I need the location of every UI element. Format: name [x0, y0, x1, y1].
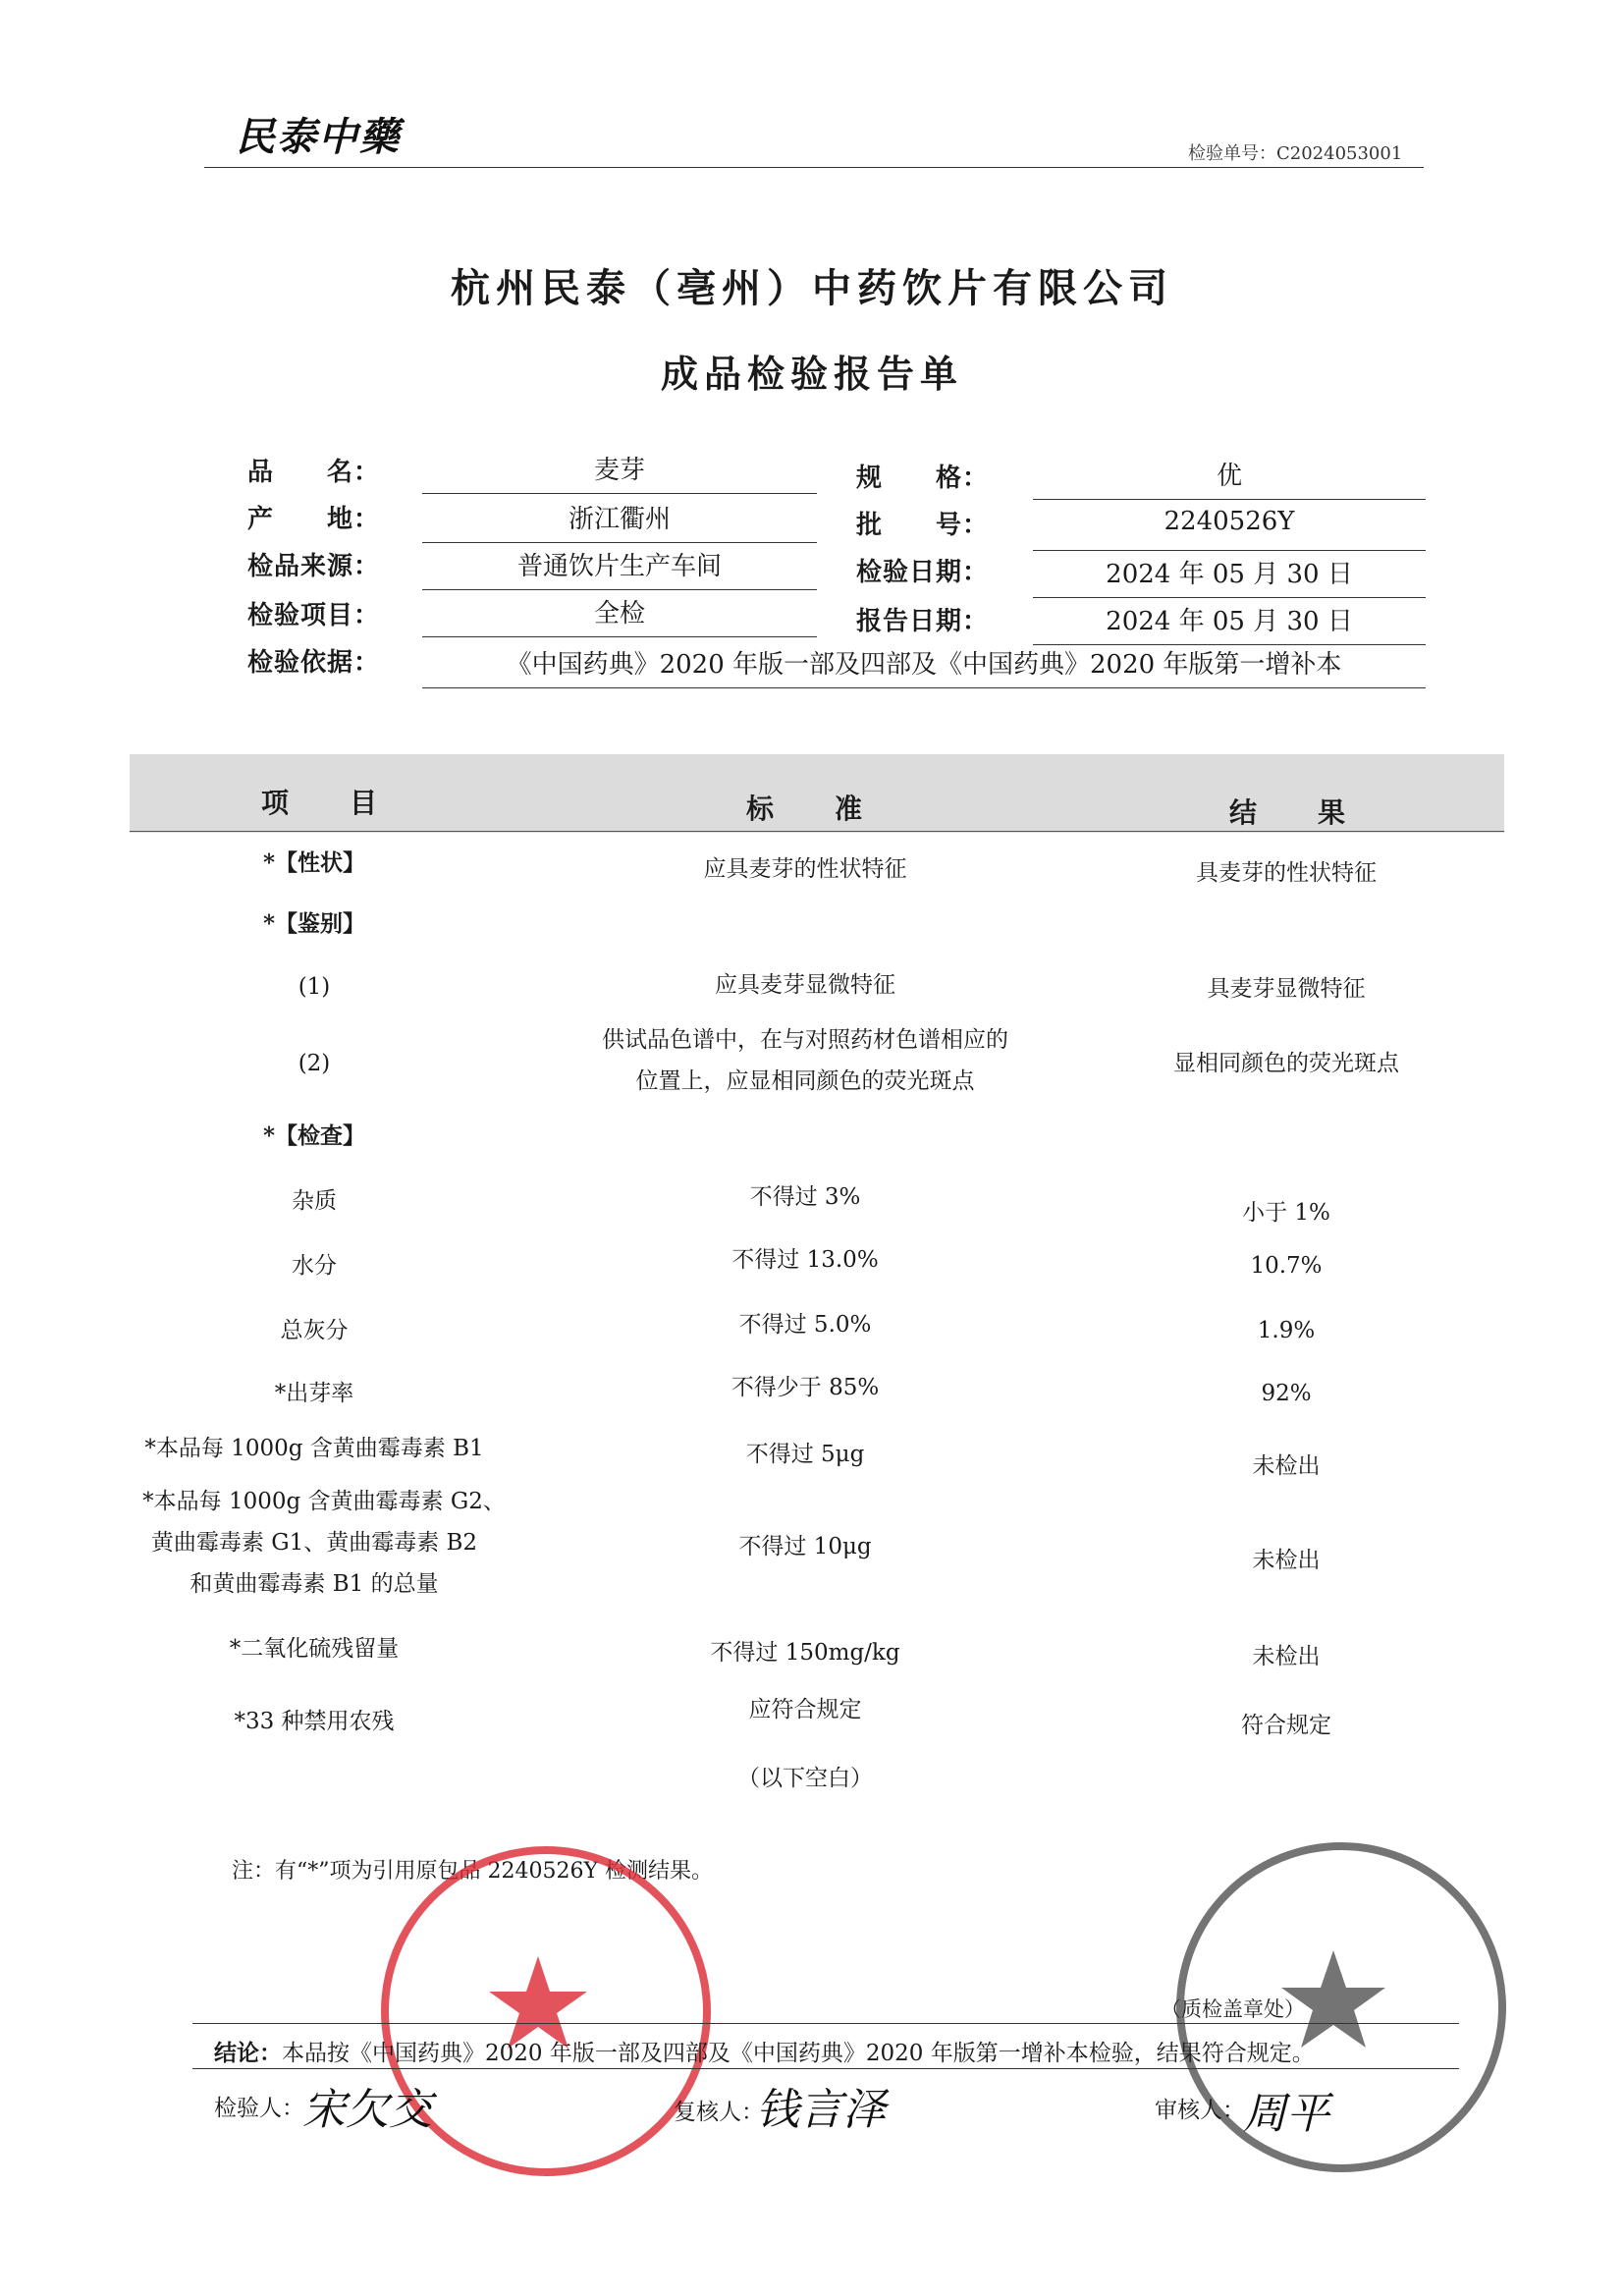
table-row-result: 未检出	[1252, 1548, 1321, 1573]
spec-value: 优	[1033, 456, 1426, 500]
table-row-item: *【性状】	[262, 849, 366, 876]
table-row-standard: 不得过 5μg	[745, 1442, 865, 1467]
test-item-label: 检验项目：	[247, 601, 381, 630]
table-row-result: 具麦芽显微特征	[1207, 976, 1366, 1002]
table-row-item: 杂质	[292, 1188, 337, 1214]
table-row-standard: 不得过 10μg	[738, 1534, 872, 1559]
table-row-result: 小于 1%	[1242, 1200, 1330, 1226]
table-row-item: *【鉴别】	[262, 910, 366, 937]
source-value: 普通饮片生产车间	[422, 546, 817, 590]
table-row-standard: 不得过 5.0%	[738, 1312, 872, 1338]
blank-note: （以下空白）	[737, 1766, 873, 1791]
column-header-result: 结 果	[1229, 796, 1348, 829]
origin-value: 浙江衢州	[422, 499, 817, 543]
table-row-item: 水分	[292, 1253, 337, 1279]
table-row-standard: 供试品色谱中，在与对照药材色谱相应的	[602, 1027, 1008, 1053]
conclusion-text: 本品按《中国药典》2020 年版一部及四部及《中国药典》2020 年版第一增补本检验，结果符合规定。	[282, 2041, 1315, 2066]
seal-placement-note: （质检盖章处）	[1161, 1997, 1305, 2021]
table-row-item-line2: 黄曲霉毒素 G1、黄曲霉毒素 B2	[150, 1530, 478, 1556]
approver-label: 审核人：	[1155, 2098, 1245, 2123]
table-row-item: *【检查】	[262, 1122, 366, 1149]
table-row-standard: 应具麦芽的性状特征	[703, 856, 907, 882]
table-row-item: *出芽率	[274, 1381, 354, 1406]
inspector-label: 检验人：	[214, 2096, 304, 2121]
table-row-item-line3: 和黄曲霉毒素 B1 的总量	[189, 1571, 439, 1597]
table-row-item: *本品每 1000g 含黄曲霉毒素 B1	[144, 1436, 484, 1461]
table-row-result: 未检出	[1252, 1453, 1321, 1479]
table-row-standard: 不得少于 85%	[731, 1375, 880, 1400]
table-row-result: 92%	[1261, 1381, 1312, 1406]
table-row-item: 总灰分	[280, 1318, 349, 1343]
conclusion	[214, 2035, 1315, 2067]
name-label: 品 名：	[247, 458, 381, 487]
table-row-item: *33 种禁用农残	[234, 1709, 395, 1734]
table-row-result: 具麦芽的性状特征	[1196, 860, 1377, 886]
table-header-divider	[130, 831, 1504, 832]
batch-value: 2240526Y	[1033, 507, 1426, 551]
table-row-item: (1)	[298, 974, 331, 1000]
approver-signature: 周平	[1243, 2089, 1329, 2139]
basis-value: 《中国药典》2020 年版一部及四部及《中国药典》2020 年版第一增补本	[422, 644, 1426, 688]
table-row-result: 符合规定	[1241, 1713, 1331, 1738]
company-name: 杭州民泰（亳州）中药饮片有限公司	[451, 265, 1173, 311]
document-number: 检验单号：C2024053001	[1188, 143, 1403, 164]
test-item-value: 全检	[422, 593, 817, 637]
column-header-item: 项 目	[261, 787, 380, 819]
table-row-standard: 不得过 13.0%	[731, 1247, 879, 1273]
conclusion-top-divider	[192, 2023, 1459, 2024]
table-row-result: 显相同颜色的荧光斑点	[1173, 1051, 1399, 1076]
origin-label: 产 地：	[247, 505, 381, 534]
product-name: 麦芽	[422, 450, 817, 494]
table-row-item: *本品每 1000g 含黄曲霉毒素 G2、	[142, 1489, 506, 1514]
conclusion-bottom-divider	[192, 2068, 1459, 2069]
footnote: 注：有“*”项为引用原包品 2240526Y 检测结果。	[232, 1859, 713, 1884]
company-logo: 民泰中藥	[236, 114, 401, 160]
table-row-result: 1.9%	[1257, 1318, 1316, 1343]
basis-label: 检验依据：	[247, 648, 381, 678]
table-row-result: 未检出	[1252, 1644, 1321, 1669]
inspector-signature: 宋欠交	[302, 2085, 432, 2135]
page-title: 成品检验报告单	[660, 352, 963, 396]
test-date-value: 2024 年 05 月 30 日	[1033, 554, 1426, 598]
report-date-value: 2024 年 05 月 30 日	[1033, 601, 1426, 645]
batch-label: 批 号：	[856, 511, 990, 540]
spec-label: 规 格：	[856, 464, 990, 493]
table-row-standard: 不得过 3%	[749, 1184, 861, 1210]
test-date-label: 检验日期：	[856, 558, 990, 587]
source-label: 检品来源：	[247, 552, 381, 581]
table-row-standard: 应符合规定	[748, 1697, 862, 1722]
table-row-standard-line2: 位置上，应显相同颜色的荧光斑点	[635, 1068, 975, 1094]
report-date-label: 报告日期：	[856, 607, 990, 636]
header-divider	[204, 167, 1424, 168]
table-row-item: (2)	[298, 1051, 331, 1076]
table-row-standard: 应具麦芽显微特征	[715, 972, 895, 998]
table-row-item: *二氧化硫残留量	[229, 1636, 400, 1662]
conclusion-label: 结论：	[214, 2040, 282, 2066]
column-header-standard: 标 准	[746, 793, 865, 825]
reviewer-signature: 钱言泽	[756, 2085, 886, 2135]
table-row-standard: 不得过 150mg/kg	[710, 1640, 900, 1666]
table-row-result: 10.7%	[1250, 1253, 1323, 1279]
reviewer-label: 复核人：	[674, 2100, 764, 2125]
